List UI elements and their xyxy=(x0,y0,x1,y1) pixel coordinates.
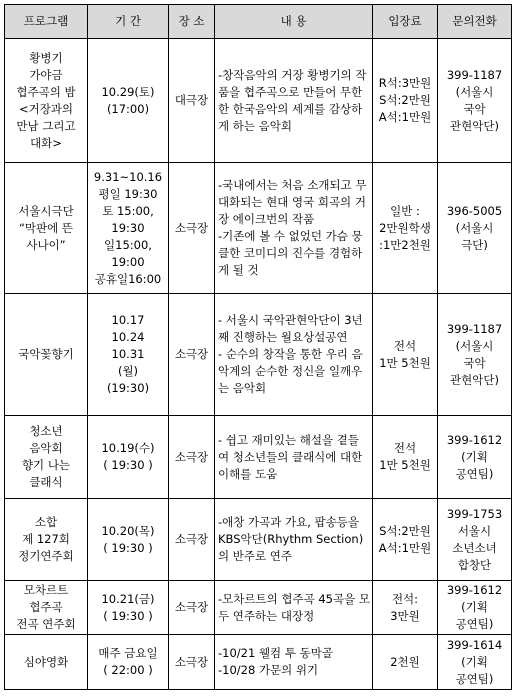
cell-venue: 소극장 xyxy=(169,163,215,294)
cell-fee: 전석 1만 5천원 xyxy=(373,294,438,416)
header-period: 기 간 xyxy=(88,5,169,39)
header-venue: 장 소 xyxy=(169,5,215,39)
cell-content: -10/21 웰컴 투 동막골 -10/28 가문의 위기 xyxy=(215,635,373,690)
cell-program: 황병기 가야금 협주곡의 밤 <거장과의 만남 그리고 대화> xyxy=(5,39,88,163)
header-content: 내 용 xyxy=(215,5,373,39)
cell-period: 매주 금요일 ( 22:00 ) xyxy=(88,635,169,690)
cell-contact: 399-1753 서울시 소년소녀 합창단 xyxy=(438,499,512,581)
table-row xyxy=(5,499,512,581)
cell-period: 10.29(토) (17:00) xyxy=(88,39,169,163)
cell-program: 심야영화 xyxy=(5,635,88,690)
cell-fee: 일반 : 2만원학생 :1만2천원 xyxy=(373,163,438,294)
cell-contact: 399-1187 (서울시 국악 관현악단) xyxy=(438,294,512,416)
cell-program: 청소년 음악회 향기 나는 클래식 xyxy=(5,416,88,499)
cell-fee: 2천원 xyxy=(373,635,438,690)
header-contact: 문의전화 xyxy=(438,5,512,39)
table-row xyxy=(5,294,512,416)
table-body xyxy=(5,39,512,690)
cell-period: 10.17 10.24 10.31 (월) (19:30) xyxy=(88,294,169,416)
cell-venue: 소극장 xyxy=(169,635,215,690)
cell-venue: 소극장 xyxy=(169,416,215,499)
table-row xyxy=(5,39,512,163)
cell-program: 서울시극단 “막판에 뜬 사나이” xyxy=(5,163,88,294)
header-program: 프로그램 xyxy=(5,5,88,39)
cell-program: 모차르트 협주곡 전곡 연주회 xyxy=(5,581,88,635)
table-row xyxy=(5,416,512,499)
cell-venue: 소극장 xyxy=(169,581,215,635)
cell-content: - 쉽고 재미있는 해설을 곁들여 청소년들의 클래식에 대한 이해를 도움 xyxy=(215,416,373,499)
cell-fee: R석:3만원 S석:2만원 A석:1만원 xyxy=(373,39,438,163)
cell-fee: 전석 1만 5천원 xyxy=(373,416,438,499)
cell-content: -창작음악의 거장 황병기의 작품을 협주곡으로 만들어 무한한 한국음악의 세계를 감상하게 하는 음악회 xyxy=(215,39,373,163)
cell-content: -모차르트의 협주곡 45곡을 모두 연주하는 대장정 xyxy=(215,581,373,635)
cell-contact: 399-1187 (서울시 국악 관현악단) xyxy=(438,39,512,163)
header-row xyxy=(5,5,512,39)
cell-contact: 399-1612 (기획 공연팀) xyxy=(438,416,512,499)
cell-contact: 399-1614 (기획 공연팀) xyxy=(438,635,512,690)
cell-contact: 396-5005 (서울시 극단) xyxy=(438,163,512,294)
cell-content: -애창 가곡과 가요, 팝송등을 KBS악단(Rhythm Section)의 반주로 연주 xyxy=(215,499,373,581)
cell-period: 10.21(금) ( 19:30 ) xyxy=(88,581,169,635)
cell-contact: 399-1612 (기획 공연팀) xyxy=(438,581,512,635)
cell-content: -국내에서는 처음 소개되고 무대화되는 현대 영국 희곡의 거장 에이크번의 작품 -기존에 볼 수 없었던 가슴 뭉클한 코미디의 진수를 경험하게 될 것 xyxy=(215,163,373,294)
cell-venue: 소극장 xyxy=(169,294,215,416)
table-row xyxy=(5,163,512,294)
table-row xyxy=(5,635,512,690)
table-header xyxy=(5,5,512,39)
schedule-table xyxy=(4,4,512,690)
cell-period: 10.19(수) ( 19:30 ) xyxy=(88,416,169,499)
cell-venue: 소극장 xyxy=(169,499,215,581)
cell-fee: S석:2만원 A석:1만원 xyxy=(373,499,438,581)
cell-fee: 전석: 3만원 xyxy=(373,581,438,635)
cell-period: 9.31~10.16 평일 19:30 토 15:00, 19:30 일15:00, 19:00 공휴일16:00 xyxy=(88,163,169,294)
cell-content: - 서울시 국악관현악단이 3년째 진행하는 월요상설공연 - 순수의 창작을 통한 우리 음악계의 순수한 정신을 일깨우는 음악회 xyxy=(215,294,373,416)
table-row xyxy=(5,581,512,635)
cell-program: 국악꽃향기 xyxy=(5,294,88,416)
cell-program: 소합 제 127회 정기연주회 xyxy=(5,499,88,581)
cell-period: 10.20(목) ( 19:30 ) xyxy=(88,499,169,581)
cell-venue: 대극장 xyxy=(169,39,215,163)
header-fee: 입장료 xyxy=(373,5,438,39)
